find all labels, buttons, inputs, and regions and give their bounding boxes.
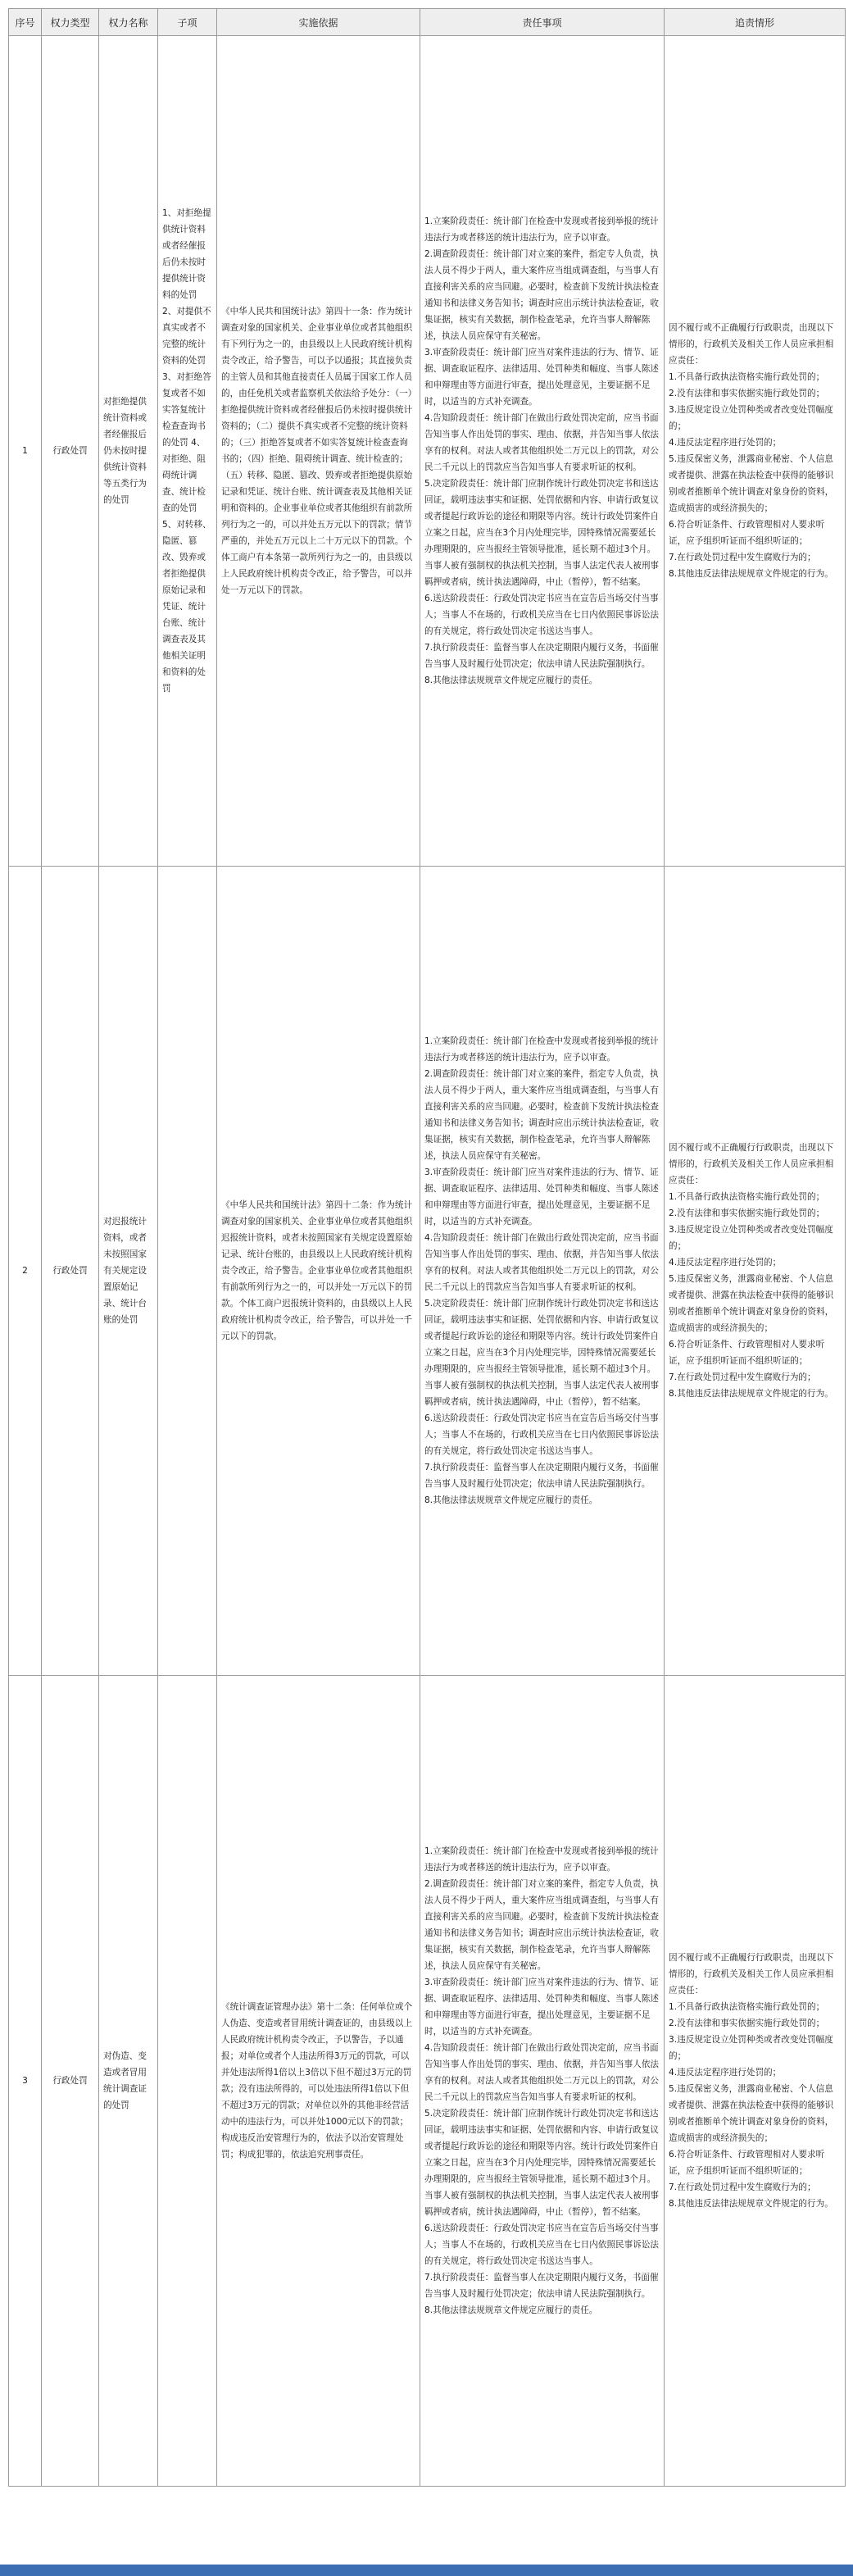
header-power-name: 权力名称 [99, 9, 158, 36]
row-index: 1 [9, 36, 42, 867]
accountability-item: 2.没有法律和事实依据实施行政处罚的； [669, 1208, 825, 1218]
duty-item: 7.执行阶段责任：监督当事人在决定期限内履行义务，书面催告当事人及时履行处罚决定；依法申请人民法院强制执行。 [424, 1463, 659, 1489]
duty-item: 1.立案阶段责任：统计部门在检查中发现或者接到举报的统计违法行为或者移送的统计违法行为，应予以审查。 [424, 1846, 659, 1873]
table-row [9, 36, 846, 867]
duty-item: 1.立案阶段责任：统计部门在检查中发现或者接到举报的统计违法行为或者移送的统计违法行为，应予以审查。 [424, 216, 659, 243]
accountability-item: 6.符合听证条件、行政管理相对人要求听证，应予组织听证而不组织听证的； [669, 520, 825, 546]
row-power-name: 对迟报统计资料，或者未按照国家有关规定设置原始记录、统计台账的处罚 [99, 867, 158, 1676]
table-row [9, 1676, 846, 2487]
row-power-type: 行政处罚 [42, 1676, 99, 2487]
row-subitems [158, 867, 217, 1676]
accountability-item: 6.符合听证条件、行政管理相对人要求听证，应予组织听证而不组织听证的； [669, 1340, 825, 1366]
duty-item: 3.审查阶段责任：统计部门应当对案件违法的行为、情节、证据、调查取证程序、法律适用、处罚种类和幅度、当事人陈述和申辩理由等方面进行审查，提出处理意见，主要证据不足时，以适当的方式补充调查。 [424, 1167, 660, 1227]
accountability-item: 4.违反法定程序进行处罚的； [669, 438, 782, 448]
duty-item: 6.送达阶段责任：行政处罚决定书应当在宣告后当场交付当事人；当事人不在场的，行政机关应当在七日内依照民事诉讼法的有关规定，将行政处罚决定书送达当事人。 [424, 594, 660, 636]
accountability-item: 7.在行政处罚过程中发生腐败行为的； [669, 2182, 816, 2192]
accountability-item: 因不履行或不正确履行行政职责，出现以下情形的，行政机关及相关工作人员应承担相应责任： [669, 1953, 834, 1996]
bottom-accent-bar [0, 2565, 853, 2576]
accountability-item: 7.在行政处罚过程中发生腐败行为的； [669, 553, 816, 562]
power-responsibility-table [8, 8, 846, 2487]
accountability-item: 1.不具备行政执法资格实施行政处罚的； [669, 372, 825, 382]
header-accountability: 追责情形 [665, 9, 846, 36]
row-power-type: 行政处罚 [42, 867, 99, 1676]
duty-item: 6.送达阶段责任：行政处罚决定书应当在宣告后当场交付当事人；当事人不在场的，行政机关应当在七日内依照民事诉讼法的有关规定，将行政处罚决定书送达当事人。 [424, 1413, 660, 1456]
row-duties [420, 36, 665, 867]
duty-item: 3.审查阶段责任：统计部门应当对案件违法的行为、情节、证据、调查取证程序、法律适用、处罚种类和幅度、当事人陈述和申辩理由等方面进行审查，提出处理意见，主要证据不足时，以适当的方式补充调查。 [424, 1978, 660, 2037]
duty-item: 5.决定阶段责任：统计部门应制作统计行政处罚决定书和送达回证，载明违法事实和证据、处罚依据和内容、申请行政复议或者提起行政诉讼的途径和期限等内容。统计行政处罚案件自立案之日起，应当在3个月内处理完毕，因特殊情况需要延长办理期限的，应当报经主管领导批准，延长期不超过3个月。当事人被有强制权的执法机关控制，当事人法定代表人被刑事羁押或者病，统计执法遇障碍，中止（暂停），暂不结案。 [424, 2109, 660, 2217]
accountability-item: 7.在行政处罚过程中发生腐败行为的； [669, 1372, 816, 1382]
accountability-item: 因不履行或不正确履行行政职责，出现以下情形的，行政机关及相关工作人员应承担相应责任： [669, 1143, 834, 1186]
header-power-type: 权力类型 [42, 9, 99, 36]
duty-item: 4.告知阶段责任：统计部门在做出行政处罚决定前，应当书面告知当事人作出处罚的事实、理由、依据，并告知当事人依法享有的权利。对法人或者其他组织处二万元以上的罚款，对公民二千元以上的罚款应当告知当事人有要求听证的权利。 [424, 2043, 660, 2102]
duty-item: 7.执行阶段责任：监督当事人在决定期限内履行义务，书面催告当事人及时履行处罚决定；依法申请人民法院强制执行。 [424, 643, 659, 669]
duty-item: 2.调查阶段责任：统计部门对立案的案件，指定专人负责，执法人员不得少于两人，重大案件应当组成调查组，与当事人有直接利害关系的应当回避。必要时，检查前下发统计执法检查通知书和法律义务告知书；调查时应出示统计执法检查证，收集证据，核实有关数据，制作检查笔录，允许当事人辩解陈述，执法人员应保守有关秘密。 [424, 1069, 660, 1161]
row-subitems: 1、对拒绝提供统计资料或者经催报后仍未按时提供统计资料的处罚 2、对提供不真实或者不完整的统计资料的处罚 3、对拒绝答复或者不如实答复统计检查查询书的处罚 4、对拒绝、阻碍统计调查、统计检查的处罚 5、对转移、隐匿、篡改、毁弃或者拒绝提供原始记录和凭证、统计台账、统计调查表及其他相关证明和资料的处罚 [158, 36, 217, 867]
duty-item: 1.立案阶段责任：统计部门在检查中发现或者接到举报的统计违法行为或者移送的统计违法行为，应予以审查。 [424, 1036, 659, 1063]
duty-item: 8.其他法律法规规章文件规定应履行的责任。 [424, 2305, 598, 2315]
accountability-item: 5.违反保密义务，泄露商业秘密、个人信息或者提供、泄露在执法检查中获得的能够识别或者推断单个统计调查对象身份的资料，造成损害的或经济损失的； [669, 2084, 834, 2143]
accountability-item: 8.其他违反法律法规规章文件规定的行为。 [669, 569, 833, 579]
row-basis: 《中华人民共和国统计法》第四十二条：作为统计调查对象的国家机关、企业事业单位或者其他组织迟报统计资料，或者未按照国家有关规定设置原始记录、统计台账的，由县级以上人民政府统计机构责令改正，给予警告。企业事业单位或者其他组织有前款所列行为之一的，可以并处一万元以下的罚款。个体工商户迟报统计资料的，由县级以上人民政府统计机构责令改正，给予警告，可以并处一千元以下的罚款。 [217, 867, 420, 1676]
header-duties: 责任事项 [420, 9, 665, 36]
row-basis: 《统计调查证管理办法》第十二条：任何单位或个人伪造、变造或者冒用统计调查证的，由县级以上人民政府统计机构责令改正，予以警告，予以通报；对单位或者个人违法所得3万元的罚款，可以并处违法所得1倍以上3倍以下但不超过3万元的罚款；没有违法所得的，可以处违法所得1倍以下但不超过3万元的罚款；对单位以外的其他非经营活动中的违法行为，可以并处1000元以下的罚款；构成违反治安管理行为的，依法予以治安管理处罚；构成犯罪的，依法追究刑事责任。 [217, 1676, 420, 2487]
duty-item: 7.执行阶段责任：监督当事人在决定期限内履行义务，书面催告当事人及时履行处罚决定；依法申请人民法院强制执行。 [424, 2273, 659, 2299]
header-basis: 实施依据 [217, 9, 420, 36]
row-power-name: 对拒绝提供统计资料或者经催报后仍未按时提供统计资料等五类行为的处罚 [99, 36, 158, 867]
table-header-row [9, 9, 846, 36]
accountability-item: 3.违反规定设立处罚种类或者改变处罚幅度的； [669, 2035, 833, 2061]
duty-item: 2.调查阶段责任：统计部门对立案的案件，指定专人负责，执法人员不得少于两人，重大案件应当组成调查组，与当事人有直接利害关系的应当回避。必要时，检查前下发统计执法检查通知书和法律义务告知书；调查时应出示统计执法检查证，收集证据，核实有关数据，制作检查笔录，允许当事人辩解陈述，执法人员应保守有关秘密。 [424, 249, 660, 341]
duty-item: 8.其他法律法规规章文件规定应履行的责任。 [424, 676, 598, 685]
accountability-item: 8.其他违反法律法规规章文件规定的行为。 [669, 1389, 833, 1399]
duty-item: 5.决定阶段责任：统计部门应制作统计行政处罚决定书和送达回证，载明违法事实和证据、处罚依据和内容、申请行政复议或者提起行政诉讼的途径和期限等内容。统计行政处罚案件自立案之日起，应当在3个月内处理完毕，因特殊情况需要延长办理期限的，应当报经主管领导批准，延长期不超过3个月。当事人被有强制权的执法机关控制，当事人法定代表人被刑事羁押或者病，统计执法遇障碍，中止（暂停），暂不结案。 [424, 479, 660, 587]
header-subitem: 子项 [158, 9, 217, 36]
row-index: 2 [9, 867, 42, 1676]
accountability-item: 5.违反保密义务，泄露商业秘密、个人信息或者提供、泄露在执法检查中获得的能够识别或者推断单个统计调查对象身份的资料，造成损害的或经济损失的； [669, 1274, 834, 1333]
duty-item: 5.决定阶段责任：统计部门应制作统计行政处罚决定书和送达回证，载明违法事实和证据、处罚依据和内容、申请行政复议或者提起行政诉讼的途径和期限等内容。统计行政处罚案件自立案之日起，应当在3个月内处理完毕，因特殊情况需要延长办理期限的，应当报经主管领导批准，延长期不超过3个月。当事人被有强制权的执法机关控制，当事人法定代表人被刑事羁押或者病，统计执法遇障碍，中止（暂停），暂不结案。 [424, 1299, 660, 1407]
row-accountability [665, 867, 846, 1676]
duty-item: 3.审查阶段责任：统计部门应当对案件违法的行为、情节、证据、调查取证程序、法律适用、处罚种类和幅度、当事人陈述和申辩理由等方面进行审查，提出处理意见，主要证据不足时，以适当的方式补充调查。 [424, 348, 660, 407]
accountability-item: 1.不具备行政执法资格实施行政处罚的； [669, 1192, 825, 1202]
accountability-item: 6.符合听证条件、行政管理相对人要求听证，应予组织听证而不组织听证的； [669, 2150, 825, 2176]
row-power-name: 对伪造、变造或者冒用统计调查证的处罚 [99, 1676, 158, 2487]
accountability-item: 2.没有法律和事实依据实施行政处罚的； [669, 2018, 825, 2028]
accountability-item: 4.违反法定程序进行处罚的； [669, 1258, 782, 1268]
accountability-item: 5.违反保密义务，泄露商业秘密、个人信息或者提供、泄露在执法检查中获得的能够识别或者推断单个统计调查对象身份的资料，造成损害的或经济损失的； [669, 454, 834, 513]
duty-item: 2.调查阶段责任：统计部门对立案的案件，指定专人负责，执法人员不得少于两人，重大案件应当组成调查组，与当事人有直接利害关系的应当回避。必要时，检查前下发统计执法检查通知书和法律义务告知书；调查时应出示统计执法检查证，收集证据，核实有关数据，制作检查笔录，允许当事人辩解陈述，执法人员应保守有关秘密。 [424, 1879, 660, 1971]
row-basis: 《中华人民共和国统计法》第四十一条：作为统计调查对象的国家机关、企业事业单位或者其他组织有下列行为之一的，由县级以上人民政府统计机构责令改正，给予警告，可以予以通报；其直接负责的主管人员和其他直接责任人员属于国家工作人员的，由任免机关或者监察机关依法给予处分：（一）拒绝提供统计资料或者经催报后仍未按时提供统计资料的；（二）提供不真实或者不完整的统计资料的；（三）拒绝答复或者不如实答复统计检查查询书的；（四）拒绝、阻碍统计调查、统计检查的；（五）转移、隐匿、篡改、毁弃或者拒绝提供原始记录和凭证、统计台账、统计调查表及其他相关证明和资料的。企业事业单位或者其他组织有前款所列行为之一的，可以并处五万元以下的罚款；情节严重的，并处五万元以上二十万元以下的罚款。个体工商户有本条第一款所列行为之一的，由县级以上人民政府统计机构责令改正，给予警告，可以并处一万元以下的罚款。 [217, 36, 420, 867]
accountability-item: 4.违反法定程序进行处罚的； [669, 2068, 782, 2078]
row-accountability [665, 36, 846, 867]
table-row [9, 867, 846, 1676]
accountability-item: 2.没有法律和事实依据实施行政处罚的； [669, 389, 825, 398]
row-duties [420, 867, 665, 1676]
duty-item: 4.告知阶段责任：统计部门在做出行政处罚决定前，应当书面告知当事人作出处罚的事实、理由、依据，并告知当事人依法享有的权利。对法人或者其他组织处二万元以上的罚款，对公民二千元以上的罚款应当告知当事人有要求听证的权利。 [424, 413, 660, 472]
accountability-item: 3.违反规定设立处罚种类或者改变处罚幅度的； [669, 405, 833, 431]
header-index: 序号 [9, 9, 42, 36]
accountability-item: 8.其他违反法律法规规章文件规定的行为。 [669, 2199, 833, 2209]
accountability-item: 3.违反规定设立处罚种类或者改变处罚幅度的； [669, 1225, 833, 1251]
row-index: 3 [9, 1676, 42, 2487]
duty-item: 6.送达阶段责任：行政处罚决定书应当在宣告后当场交付当事人；当事人不在场的，行政机关应当在七日内依照民事诉讼法的有关规定，将行政处罚决定书送达当事人。 [424, 2223, 660, 2266]
duty-item: 8.其他法律法规规章文件规定应履行的责任。 [424, 1495, 598, 1505]
accountability-item: 因不履行或不正确履行行政职责，出现以下情形的，行政机关及相关工作人员应承担相应责任： [669, 323, 834, 366]
row-power-type: 行政处罚 [42, 36, 99, 867]
row-accountability [665, 1676, 846, 2487]
row-subitems [158, 1676, 217, 2487]
row-duties [420, 1676, 665, 2487]
duty-item: 4.告知阶段责任：统计部门在做出行政处罚决定前，应当书面告知当事人作出处罚的事实、理由、依据，并告知当事人依法享有的权利。对法人或者其他组织处二万元以上的罚款，对公民二千元以上的罚款应当告知当事人有要求听证的权利。 [424, 1233, 660, 1292]
accountability-item: 1.不具备行政执法资格实施行政处罚的； [669, 2002, 825, 2012]
